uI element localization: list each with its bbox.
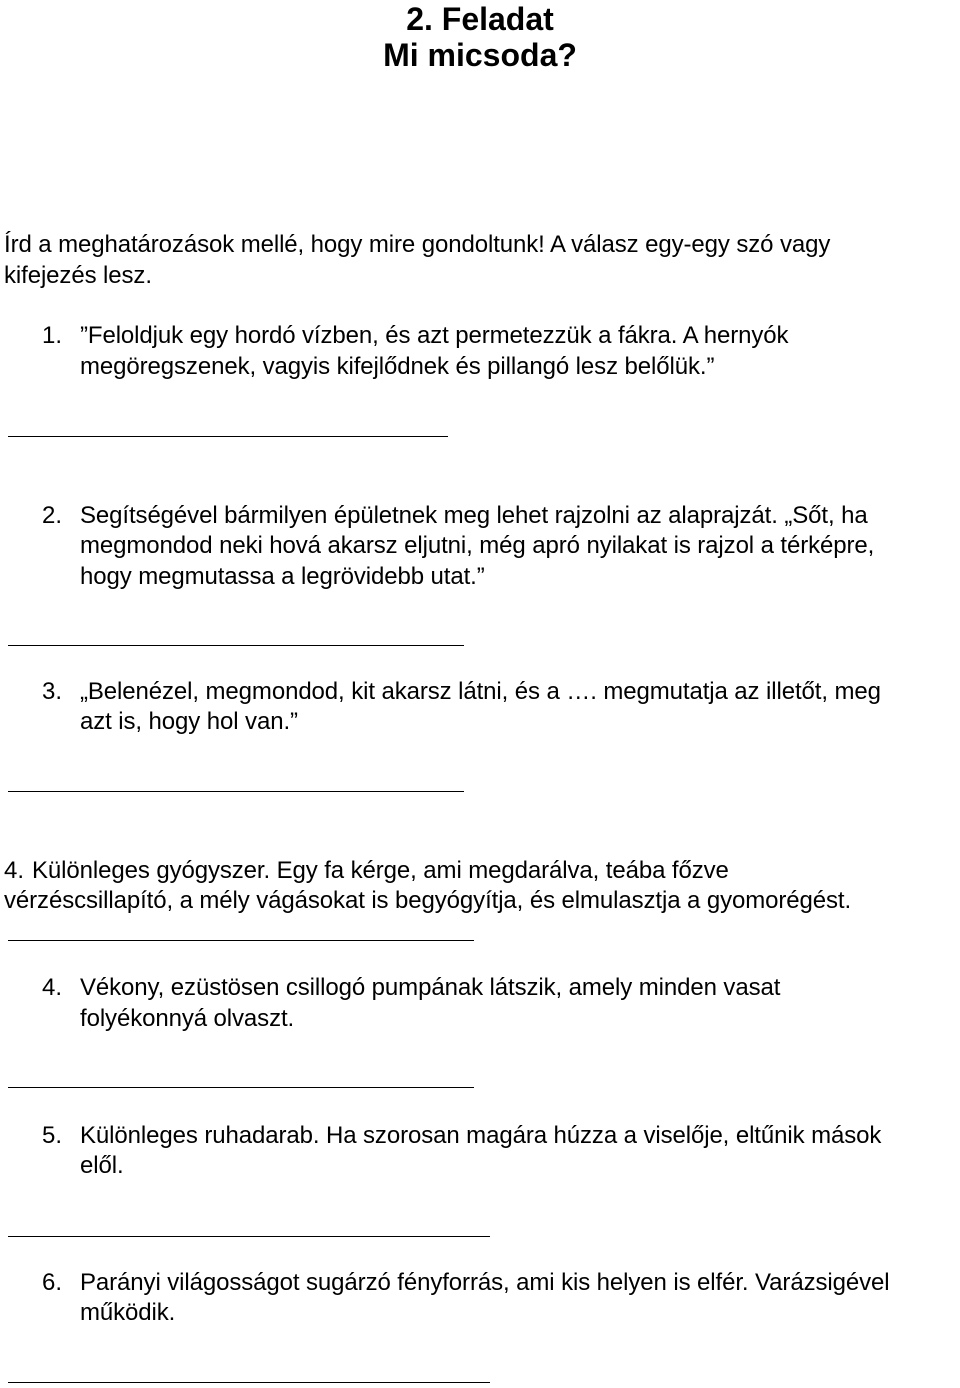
item-1-number: 1. xyxy=(42,322,63,349)
answer-blank-5[interactable] xyxy=(8,1236,490,1237)
title-line-1: 2. Feladat xyxy=(406,1,554,37)
answer-blank-4a[interactable] xyxy=(8,940,474,941)
item-6-line-1: Parányi világosságot sugárzó fényforrás, ami kis helyen is elfér. Varázsigével xyxy=(80,1269,890,1296)
answer-blank-1[interactable] xyxy=(8,436,448,437)
item-5-line-1: Különleges ruhadarab. Ha szorosan magára húzza a viselője, eltűnik mások xyxy=(80,1122,882,1149)
item-4b-line-1: Vékony, ezüstösen csillogó pumpának látszik, amely minden vasat xyxy=(80,974,781,1001)
item-6-number: 6. xyxy=(42,1269,63,1296)
item-2-line-3: hogy megmutassa a legrövidebb utat.” xyxy=(80,563,485,590)
item-3-line-2: azt is, hogy hol van.” xyxy=(80,708,298,735)
item-2-line-2: megmondod neki hová akarsz eljutni, még apró nyilakat is rajzol a térképre, xyxy=(80,532,875,559)
answer-blank-6[interactable] xyxy=(8,1382,490,1383)
item-3-line-1: „Belenézel, megmondod, kit akarsz látni, és a …. megmutatja az illetőt, meg xyxy=(80,678,881,705)
item-4b-number: 4. xyxy=(42,974,63,1001)
answer-blank-4b[interactable] xyxy=(8,1087,474,1088)
item-1-line-1: ”Feloldjuk egy hordó vízben, és azt permetezzük a fákra. A hernyók xyxy=(80,322,789,349)
item-1-line-2: megöregszenek, vagyis kifejlődnek és pillangó lesz belőlük.” xyxy=(80,353,715,380)
item-5-number: 5. xyxy=(42,1122,63,1149)
answer-blank-3[interactable] xyxy=(8,791,464,792)
instruction-line-2: kifejezés lesz. xyxy=(4,262,152,289)
answer-blank-2[interactable] xyxy=(8,645,464,646)
item-4a-line-2: vérzéscsillapító, a mély vágásokat is begyógyítja, és elmulasztja a gyomorégést. xyxy=(4,887,852,914)
instruction-line-1: Írd a meghatározások mellé, hogy mire gondoltunk! A válasz egy-egy szó vagy xyxy=(4,231,831,258)
item-6-line-2: működik. xyxy=(80,1299,176,1326)
item-5-line-2: elől. xyxy=(80,1152,124,1179)
item-4a-number: 4. xyxy=(4,857,25,884)
item-3-number: 3. xyxy=(42,678,63,705)
title-line-2: Mi micsoda? xyxy=(383,37,577,73)
item-4b-line-2: folyékonnyá olvaszt. xyxy=(80,1005,295,1032)
item-4a-line-1: Különleges gyógyszer. Egy fa kérge, ami megdarálva, teába főzve xyxy=(32,857,729,884)
item-2-number: 2. xyxy=(42,502,63,529)
item-2-line-1: Segítségével bármilyen épületnek meg lehet rajzolni az alaprajzát. „Sőt, ha xyxy=(80,502,868,529)
